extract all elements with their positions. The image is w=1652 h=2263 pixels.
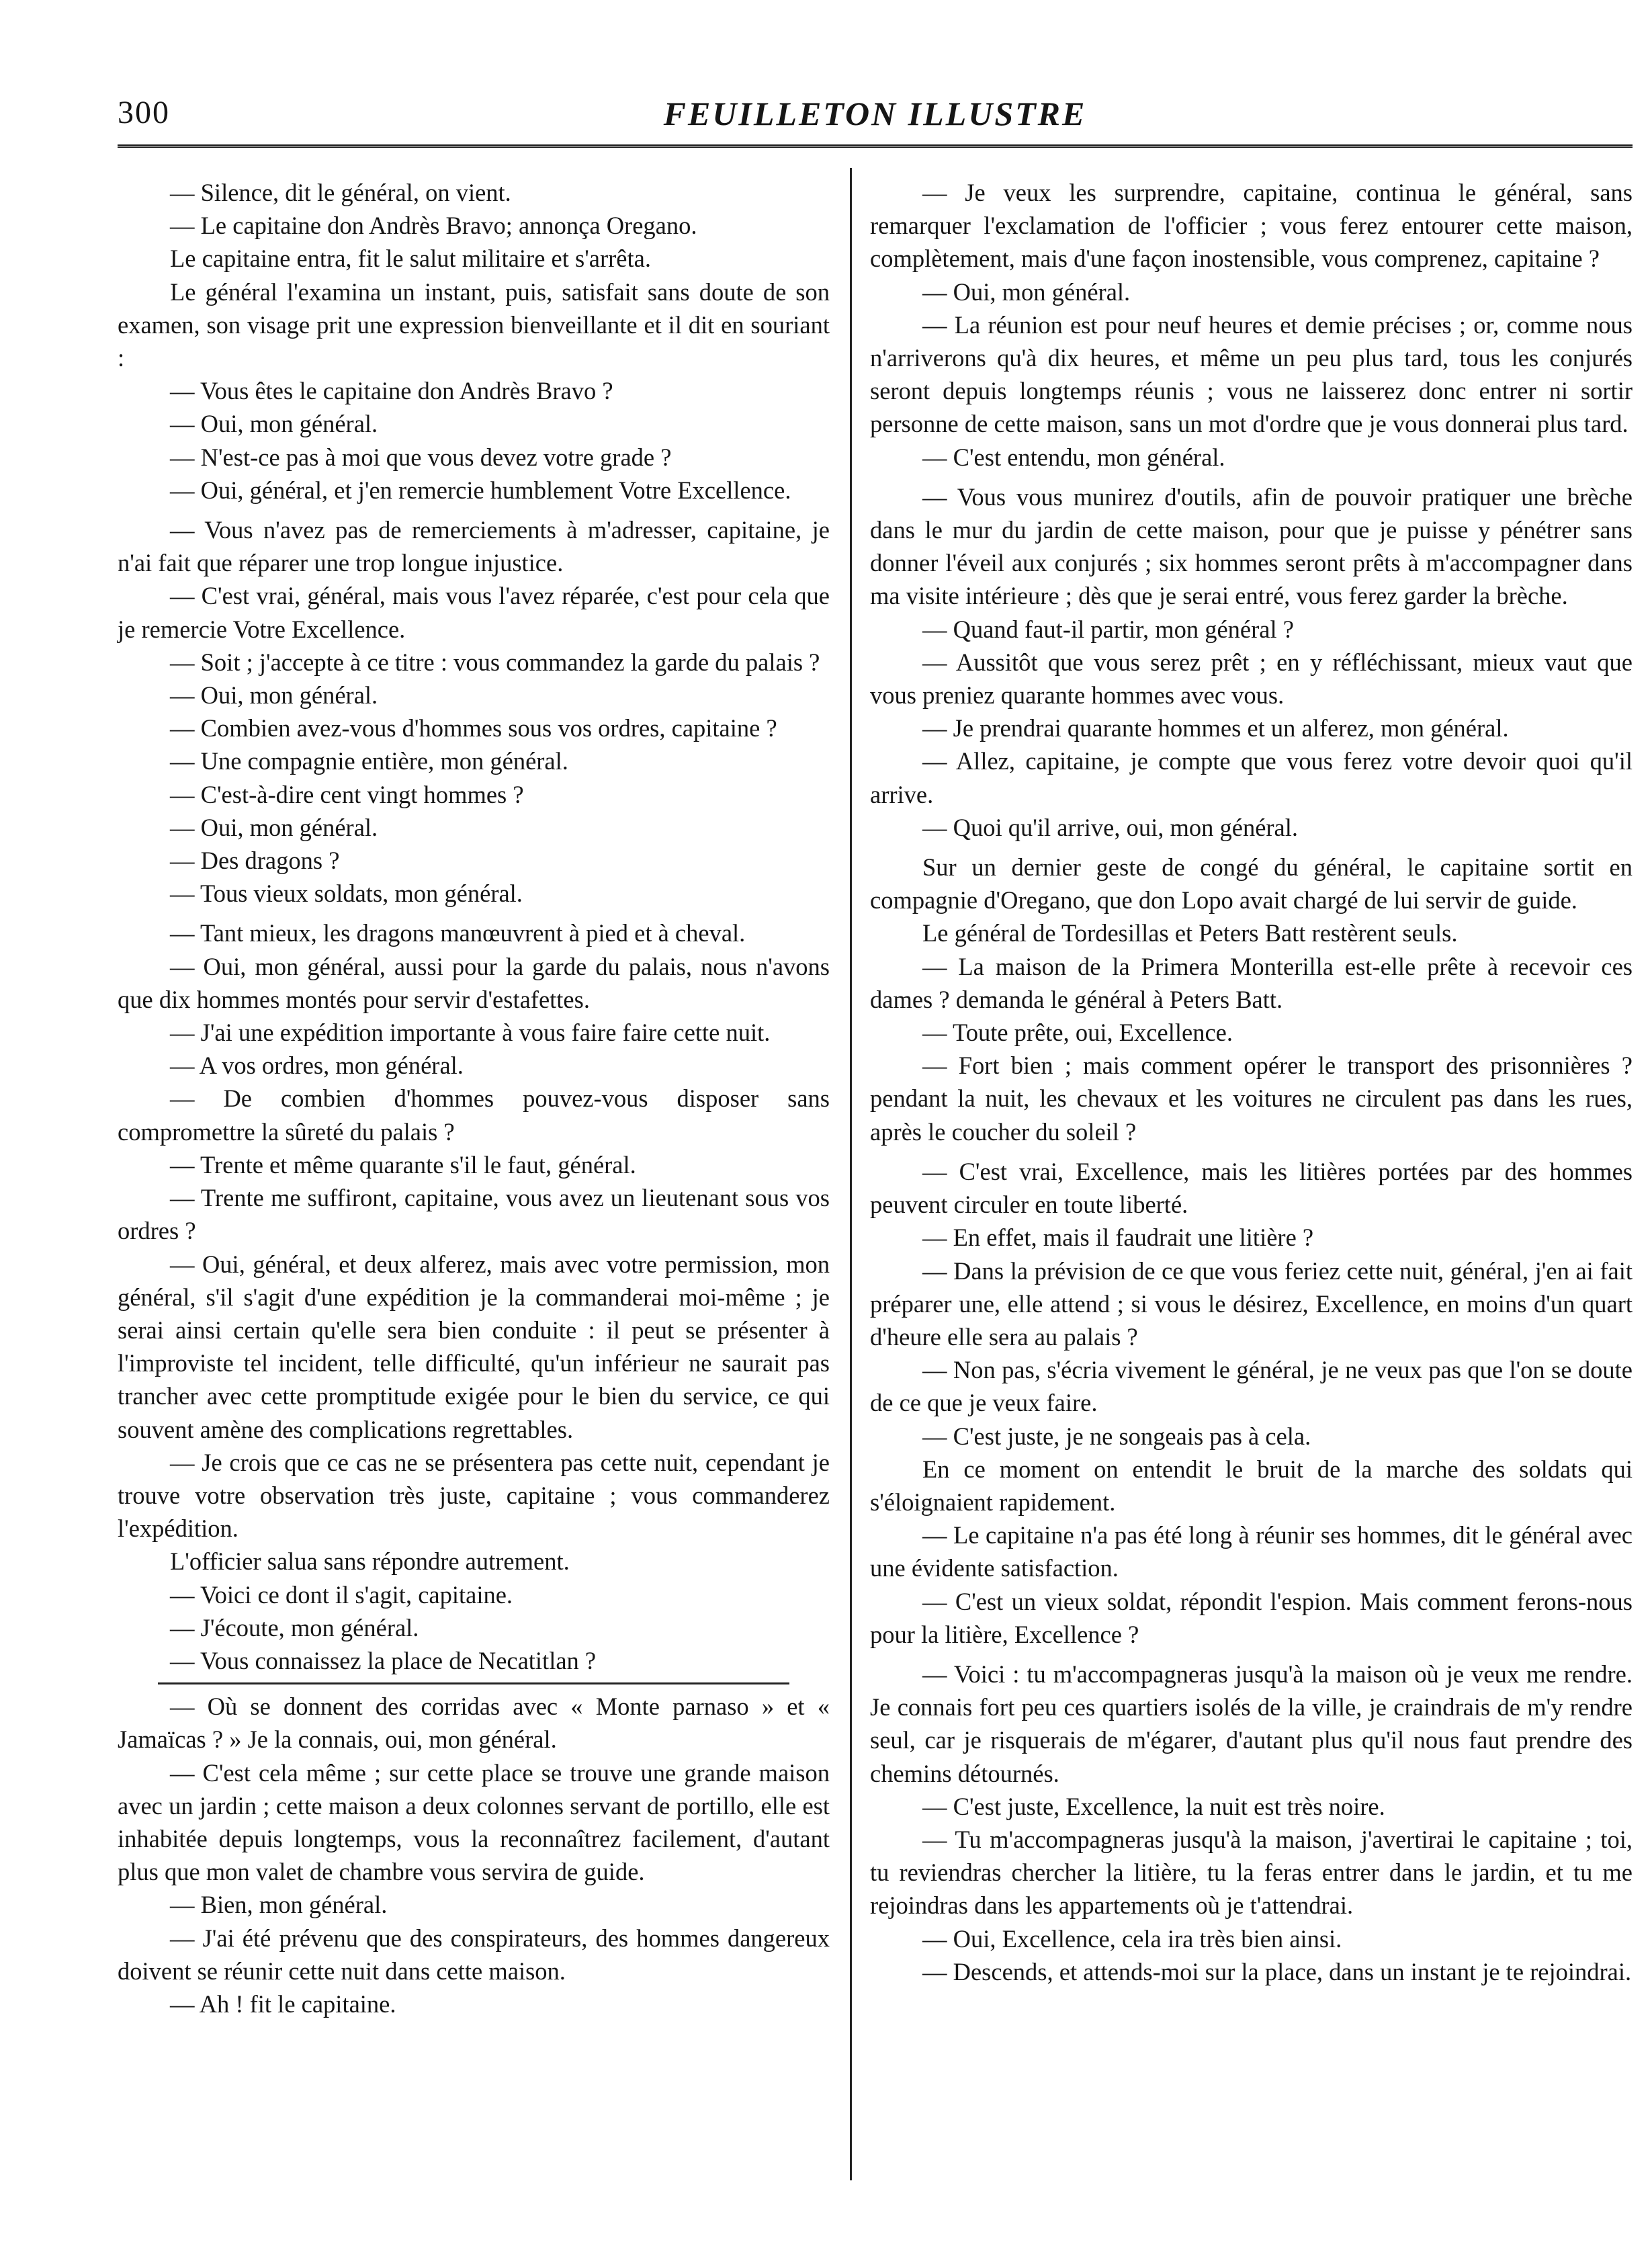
paragraph: — J'ai une expédition importante à vous faire faire cette nuit. (170, 1019, 771, 1047)
paragraph: — Des dragons ? (170, 847, 340, 875)
paragraph: — Trente me suffiront, capitaine, vous avez un lieutenant sous vos ordres ? (118, 1184, 830, 1245)
paragraph: — Non pas, s'écria vivement le général, je ne veux pas que l'on se doute de ce que je veux faire. (870, 1356, 1633, 1417)
paragraph: — Vous êtes le capitaine don Andrès Bravo ? (170, 377, 613, 405)
paragraph: — Descends, et attends-moi sur la place, dans un instant je te rejoindrai. (922, 1957, 1632, 1986)
paragraph: — J'ai été prévenu que des conspirateurs, des hommes dangereux doivent se réunir cette nuit dans cette maison. (118, 1924, 830, 1985)
paragraph: Sur un dernier geste de congé du général, le capitaine sortit en compagnie d'Oregano, que don Lopo avait chargé de lui servir de guide. (870, 853, 1633, 914)
paragraph: — Où se donnent des corridas avec « Monte parnaso » et « Jamaïcas ? » Je la connais, oui, mon général. (118, 1693, 830, 1754)
paragraph: — De combien d'hommes pouvez-vous disposer sans compromettre la sûreté du palais ? (118, 1084, 830, 1146)
paragraph: — La réunion est pour neuf heures et demie précises ; or, comme nous n'arriverons qu'à dix heures, et même un peu plus tard, tous les conjurés seront depuis longtemps réunis ; vous ne laisserez donc entrer ni sortir personne de cette maison, sans un mot d'ordre que je vous donnerai plus tard. (870, 310, 1633, 438)
paragraph: Le général de Tordesillas et Peters Batt restèrent seuls. (922, 919, 1458, 947)
paragraph: — Voici : tu m'accompagneras jusqu'à la maison où je veux me rendre. Je connais fort peu ces quartiers isolés de la ville, je craindrais de m'y rendre seul, car je risquerais de m'égarer, d'autant plus qu'il nous faut prendre des chemins détournés. (870, 1660, 1633, 1787)
paragraph: — Voici ce dont il s'agit, capitaine. (170, 1580, 513, 1609)
paragraph: — En effet, mais il faudrait une litière ? (922, 1224, 1314, 1252)
paragraph: — Aussitôt que vous serez prêt ; en y réfléchissant, mieux vaut que vous preniez quarante hommes avec vous. (870, 648, 1633, 710)
paragraph: — Dans la prévision de ce que vous feriez cette nuit, général, j'en ai fait préparer une, elle attend ; si vous le désirez, Excellence, en moins d'un quart d'heure elle sera au palais ? (870, 1256, 1633, 1351)
paragraph: — Combien avez-vous d'hommes sous vos ordres, capitaine ? (170, 714, 777, 742)
paragraph-gap (870, 1651, 1633, 1658)
paragraph: — Soit ; j'accepte à ce titre : vous commandez la garde du palais ? (170, 648, 820, 676)
paragraph: L'officier salua sans répondre autrement. (170, 1547, 570, 1576)
paragraph: — C'est vrai, général, mais vous l'avez réparée, c'est pour cela que je remercie Votre Excellence. (118, 582, 830, 643)
paragraph: — Oui, mon général. (170, 410, 378, 438)
paragraph: — Tant mieux, les dragons manœuvrent à pied et à cheval. (170, 919, 746, 947)
paragraph: — Oui, général, et j'en remercie humblement Votre Excellence. (170, 476, 791, 504)
paragraph: — Une compagnie entière, mon général. (170, 747, 568, 775)
paragraph-gap (870, 844, 1633, 851)
paragraph: — Vous vous munirez d'outils, afin de pouvoir pratiquer une brèche dans le mur du jardin de cette maison, pour que je puisse y pénétrer sans donner l'éveil aux conjurés ; six hommes seront prêts à m'accompagner dans ma visite intérieure ; dès que je serai entré, vous ferez garder la brèche. (870, 482, 1633, 610)
paragraph: — Vous connaissez la place de Necatitlan ? (170, 1646, 597, 1674)
section-rule (158, 1682, 789, 1684)
paragraph: — Je prendrai quarante hommes et un alferez, mon général. (922, 714, 1509, 742)
paragraph: — C'est-à-dire cent vingt hommes ? (170, 780, 524, 808)
paragraph: — Oui, mon général. (922, 277, 1131, 306)
running-title: FEUILLETON ILLUSTRE (663, 95, 1087, 132)
paragraph: — Toute prête, oui, Excellence. (922, 1019, 1233, 1047)
paragraph: — Oui, mon général. (170, 681, 378, 710)
paragraph: — C'est vrai, Excellence, mais les litières portées par des hommes peuvent circuler en toute liberté. (870, 1157, 1633, 1219)
paragraph-gap (870, 1148, 1633, 1155)
paragraph: — C'est juste, je ne songeais pas à cela. (922, 1422, 1311, 1450)
paragraph: — Le capitaine don Andrès Bravo; annonça Oregano. (170, 212, 697, 240)
paragraph: Le général l'examina un instant, puis, satisfait sans doute de son examen, son visage prit une expression bienveillante et il dit en souriant : (118, 277, 830, 372)
paragraph: — J'écoute, mon général. (170, 1613, 419, 1641)
paragraph: — Ah ! fit le capitaine. (170, 1990, 396, 2018)
paragraph: — Oui, Excellence, cela ira très bien ainsi. (922, 1924, 1342, 1953)
paragraph: — C'est cela même ; sur cette place se trouve une grande maison avec un jardin ; cette maison a deux colonnes servant de portillo, elle est inhabitée depuis longtemps, vous la reconnaîtrez facilement, d'autant plus que mon valet de chambre vous servira de guide. (118, 1758, 830, 1886)
right-column (870, 176, 1633, 1988)
paragraph: — Le capitaine n'a pas été long à réunir ses hommes, dit le général avec une évidente satisfaction. (870, 1521, 1633, 1582)
paragraph: — C'est entendu, mon général. (922, 443, 1225, 471)
paragraph: — Tu m'accompagneras jusqu'à la maison, j'avertirai le capitaine ; toi, tu reviendras chercher la litière, tu la feras entrer dans le jardin, et tu me rejoindras dans les appartements où je t'attendrai. (870, 1825, 1633, 1920)
paragraph: — Bien, mon général. (170, 1891, 388, 1919)
paragraph-gap (118, 507, 830, 513)
paragraph: — Je crois que ce cas ne se présentera pas cette nuit, cependant je trouve votre observation très juste, capitaine ; vous commanderez l'expédition. (118, 1448, 830, 1543)
paragraph: — Silence, dit le général, on vient. (170, 179, 511, 206)
left-column (118, 176, 830, 2020)
paragraph-gap (118, 910, 830, 916)
paragraph: — Allez, capitaine, je compte que vous ferez votre devoir quoi qu'il arrive. (870, 747, 1633, 808)
paragraph: — C'est un vieux soldat, répondit l'espion. Mais comment ferons-nous pour la litière, Excellence ? (870, 1587, 1633, 1648)
paragraph: — Tous vieux soldats, mon général. (170, 880, 523, 908)
paragraph: — Oui, mon général, aussi pour la garde du palais, nous n'avons que dix hommes montés pour servir d'estafettes. (118, 952, 830, 1013)
paragraph: — Quoi qu'il arrive, oui, mon général. (922, 813, 1299, 841)
paragraph: En ce moment on entendit le bruit de la marche des soldats qui s'éloignaient rapidement. (870, 1455, 1633, 1516)
paragraph: — Oui, général, et deux alferez, mais avec votre permission, mon général, s'il s'agit d'une expédition je la commanderai moi-même ; je serai ainsi certain qu'elle sera bien conduite : il peut se présenter à l'improviste tel incident, telle difficulté, qu'un inférieur ne saurait pas trancher avec cette promptitude exigée pour le bien du service, ce qui souvent amène des complications regrettables. (118, 1250, 830, 1443)
page-number: 300 (118, 95, 170, 130)
paragraph: — A vos ordres, mon général. (170, 1052, 464, 1080)
paragraph: — La maison de la Primera Monterilla est-elle prête à recevoir ces dames ? demanda le général à Peters Batt. (870, 952, 1633, 1013)
page-header (118, 94, 1633, 141)
paragraph: — Oui, mon général. (170, 813, 378, 841)
paragraph: — C'est juste, Excellence, la nuit est très noire. (922, 1792, 1385, 1820)
column-divider (850, 168, 852, 2180)
paragraph: — Je veux les surprendre, capitaine, continua le général, sans remarquer l'exclamation de l'officier ; vous ferez entourer cette maison, complètement, mais d'une façon inostensible, vous comprenez, capitaine ? (870, 179, 1633, 273)
paragraph-gap (870, 474, 1633, 480)
paragraph: Le capitaine entra, fit le salut militaire et s'arrêta. (170, 245, 651, 273)
paragraph: — Quand faut-il partir, mon général ? (922, 615, 1294, 643)
paragraph: — Vous n'avez pas de remerciements à m'adresser, capitaine, je n'ai fait que réparer une trop longue injustice. (118, 516, 830, 577)
paragraph: — Fort bien ; mais comment opérer le transport des prisonnières ? pendant la nuit, les chevaux et les voitures ne circulent pas dans les rues, après le coucher du soleil ? (870, 1052, 1633, 1146)
header-rule (118, 144, 1633, 148)
paragraph: — Trente et même quarante s'il le faut, général. (170, 1150, 636, 1179)
paragraph: — N'est-ce pas à moi que vous devez votre grade ? (170, 443, 672, 471)
